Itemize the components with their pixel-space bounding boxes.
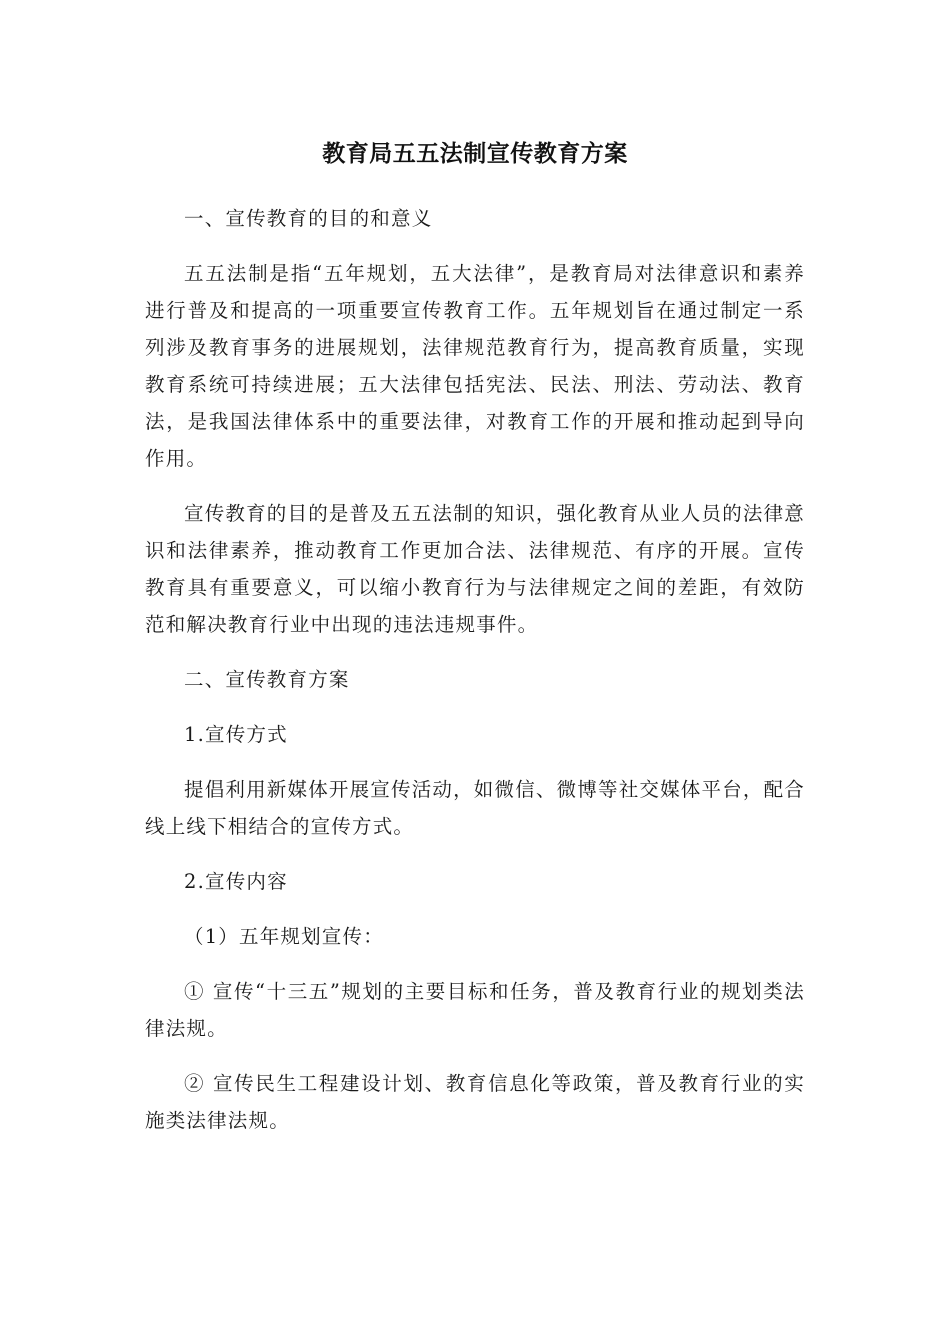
body-paragraph-method: 提倡利用新媒体开展宣传活动，如微信、微博等社交媒体平台，配合线上线下相结合的宣传方式。	[145, 778, 806, 838]
list-item-plan-goals: ① 宣传“十三五”规划的主要目标和任务，普及教育行业的规划类法律法规。	[145, 980, 805, 1040]
section-heading-plan: 二、宣传教育方案	[184, 668, 350, 691]
document-body	[145, 200, 805, 1157]
subheading-content: 2.宣传内容	[184, 870, 288, 893]
body-paragraph-definition: 五五法制是指“五年规划，五大法律”，是教育局对法律意识和素养进行普及和提高的一项重要宣传教育工作。五年规划旨在通过制定一系列涉及教育事务的进展规划，法律规范教育行为，提高教育质量，实现教育系统可持续进展；五大法律包括宪法、民法、刑法、劳动法、教育法，是我国法律体系中的重要法律，对教育工作的开展和推动起到导向作用。	[145, 262, 805, 470]
section-heading-purpose: 一、宣传教育的目的和意义	[184, 207, 433, 230]
body-paragraph-purpose: 宣传教育的目的是普及五五法制的知识，强化教育从业人员的法律意识和法律素养，推动教育工作更加合法、法律规范、有序的开展。宣传教育具有重要意义，可以缩小教育行为与法律规定之间的差距，有效防范和解决教育行业中出现的违法违规事件。	[145, 502, 806, 636]
document-title: 教育局五五法制宣传教育方案	[322, 141, 628, 167]
subheading-method: 1.宣传方式	[184, 723, 288, 746]
subheading-five-year-plan: （1）五年规划宣传：	[184, 925, 384, 948]
list-item-policies: ② 宣传民生工程建设计划、教育信息化等政策，普及教育行业的实施类法律法规。	[145, 1072, 805, 1132]
